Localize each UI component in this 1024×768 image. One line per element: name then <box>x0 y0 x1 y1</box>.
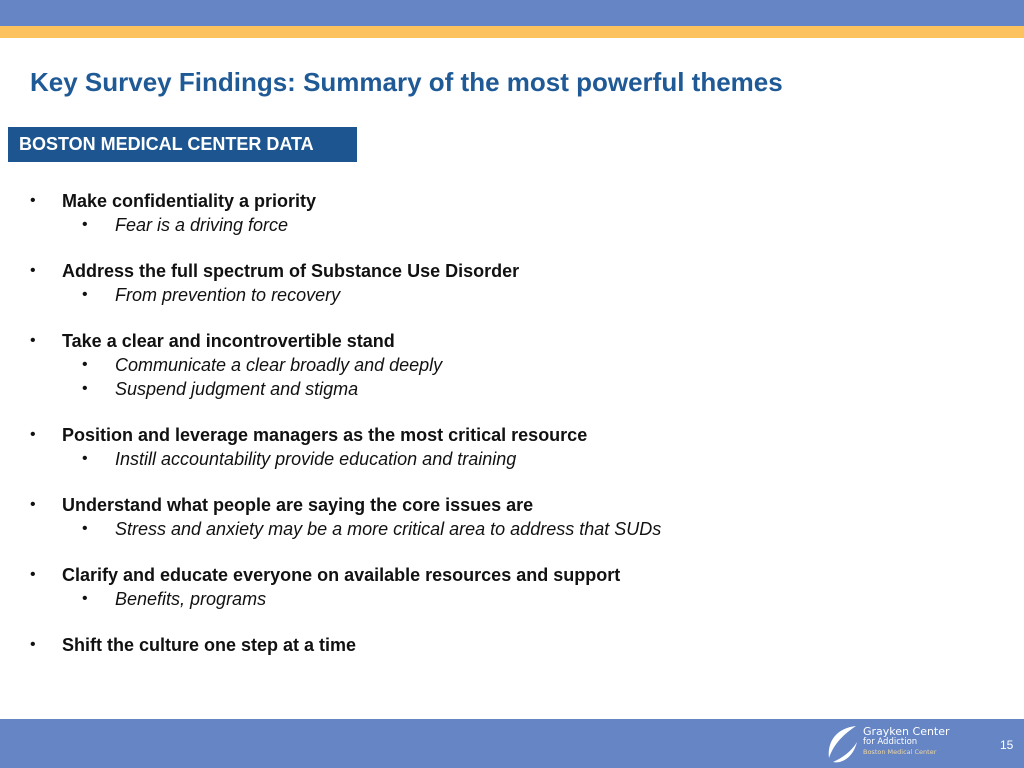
leaf-icon <box>826 724 860 766</box>
bullet-icon: • <box>30 426 36 443</box>
finding-heading: Clarify and educate everyone on available resources and support <box>62 565 621 585</box>
bullet-icon: • <box>30 566 36 583</box>
page-number: 15 <box>1000 738 1014 752</box>
finding-heading: Take a clear and incontrovertible stand <box>62 331 395 351</box>
finding-detail: Benefits, programs <box>115 589 267 609</box>
bullet-icon: • <box>82 590 88 607</box>
bullet-icon: • <box>82 286 88 303</box>
logo-subtitle: for Addiction <box>863 737 918 747</box>
finding-item <box>0 189 1000 237</box>
finding-heading: Understand what people are saying the core issues are <box>62 495 534 515</box>
logo-name: Grayken Center <box>863 725 950 738</box>
finding-detail: From prevention to recovery <box>115 285 341 305</box>
bullet-icon: • <box>82 356 88 373</box>
footer-band <box>0 719 1024 768</box>
finding-heading: Position and leverage managers as the most critical resource <box>62 425 588 445</box>
bullet-icon: • <box>82 520 88 537</box>
finding-item <box>0 329 1000 401</box>
finding-item <box>0 633 1000 657</box>
finding-heading: Make confidentiality a priority <box>62 191 317 211</box>
data-source-badge: BOSTON MEDICAL CENTER DATA <box>8 127 357 162</box>
grayken-center-logo <box>826 724 966 766</box>
bullet-icon: • <box>30 636 36 653</box>
bullet-icon: • <box>30 332 36 349</box>
slide-title: Key Survey Findings: Summary of the most powerful themes <box>30 67 783 97</box>
finding-item <box>0 423 1000 471</box>
bullet-icon: • <box>30 262 36 279</box>
bullet-icon: • <box>30 496 36 513</box>
finding-detail: Fear is a driving force <box>115 215 289 235</box>
logo-organization: Boston Medical Center <box>863 747 937 756</box>
bullet-icon: • <box>30 192 36 209</box>
finding-detail: Instill accountability provide education and training <box>115 449 517 469</box>
finding-item <box>0 259 1000 307</box>
bullet-icon: • <box>82 380 88 397</box>
finding-heading: Address the full spectrum of Substance Use Disorder <box>62 261 520 281</box>
finding-detail: Communicate a clear broadly and deeply <box>115 355 443 375</box>
finding-detail: Stress and anxiety may be a more critical area to address that SUDs <box>115 519 662 539</box>
finding-heading: Shift the culture one step at a time <box>62 635 357 655</box>
bullet-icon: • <box>82 450 88 467</box>
header-band <box>0 0 1024 26</box>
logo-wordmark <box>863 726 950 755</box>
findings-list <box>0 189 1000 679</box>
header-accent-stripe <box>0 26 1024 38</box>
bullet-icon: • <box>82 216 88 233</box>
finding-item <box>0 493 1000 541</box>
finding-detail: Suspend judgment and stigma <box>115 379 359 399</box>
finding-item <box>0 563 1000 611</box>
